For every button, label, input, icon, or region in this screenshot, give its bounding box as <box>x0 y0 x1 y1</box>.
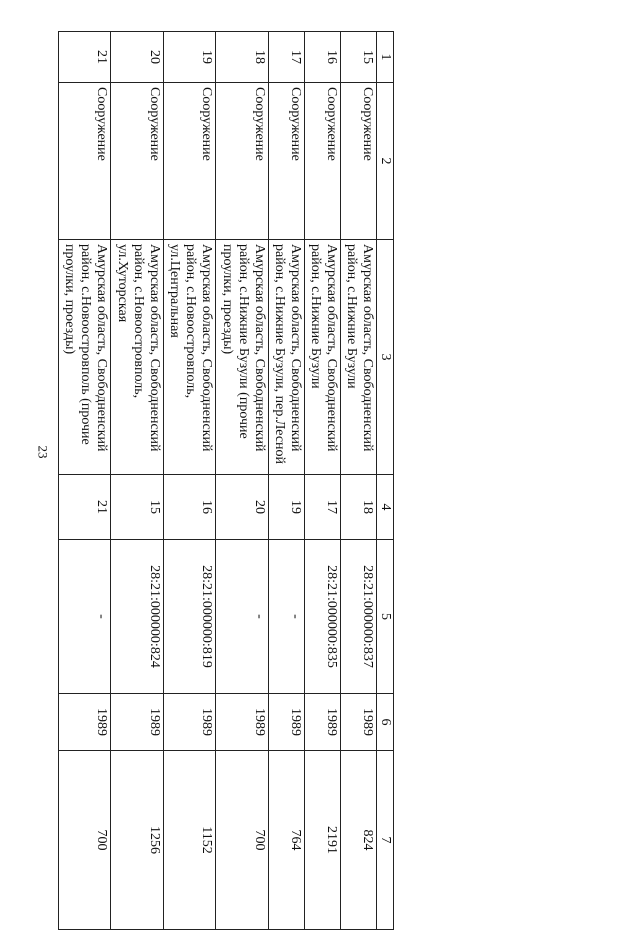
cadastral-number: 28:21:000000:837 <box>340 540 376 694</box>
cadastral-number: 28:21:000000:824 <box>111 540 163 694</box>
col-header-2: 2 <box>377 83 394 240</box>
col-header-5: 5 <box>377 540 394 694</box>
value: 764 <box>268 751 304 930</box>
year: 1989 <box>268 694 304 751</box>
object-code: 16 <box>163 475 215 540</box>
year: 1989 <box>304 694 340 751</box>
object-type: Сооружение <box>304 83 340 240</box>
object-type: Сооружение <box>163 83 215 240</box>
cadastral-number: 28:21:000000:835 <box>304 540 340 694</box>
table-row <box>304 32 340 930</box>
value: 1256 <box>111 751 163 930</box>
object-type: Сооружение <box>268 83 304 240</box>
page-number: 23 <box>35 445 51 459</box>
year: 1989 <box>111 694 163 751</box>
cadastral-number: - <box>59 540 112 694</box>
object-address: Амурская область, Свободненский район, с.Нижние Бузули <box>340 240 376 475</box>
object-type: Сооружение <box>340 83 376 240</box>
object-address: Амурская область, Свободненский район, с.Нижние Бузули <box>304 240 340 475</box>
column-number-row <box>377 32 394 930</box>
object-code: 21 <box>59 475 112 540</box>
value: 2191 <box>304 751 340 930</box>
object-code: 15 <box>111 475 163 540</box>
col-header-7: 7 <box>377 751 394 930</box>
object-address: Амурская область, Свободненский район, с.Новоостровполь (прочие проулки, проезды) <box>59 240 112 475</box>
object-type: Сооружение <box>59 83 112 240</box>
table-row <box>340 32 376 930</box>
table-row <box>59 32 112 930</box>
row-number: 15 <box>340 32 376 83</box>
cadastral-number: 28:21:000000:819 <box>163 540 215 694</box>
row-number: 20 <box>111 32 163 83</box>
object-address: Амурская область, Свободненский район, с.Нижние Бузули, пер.Лесной <box>268 240 304 475</box>
cadastral-number: - <box>268 540 304 694</box>
value: 700 <box>59 751 112 930</box>
object-type: Сооружение <box>216 83 268 240</box>
row-number: 18 <box>216 32 268 83</box>
object-address: Амурская область, Свободненский район, с.Новоостровполь, ул.Хуторская <box>111 240 163 475</box>
object-code: 18 <box>340 475 376 540</box>
object-type: Сооружение <box>111 83 163 240</box>
year: 1989 <box>340 694 376 751</box>
row-number: 17 <box>268 32 304 83</box>
col-header-6: 6 <box>377 694 394 751</box>
col-header-3: 3 <box>377 240 394 475</box>
table-row <box>268 32 304 930</box>
row-number: 19 <box>163 32 215 83</box>
row-number: 16 <box>304 32 340 83</box>
table-row <box>216 32 268 930</box>
row-number: 21 <box>59 32 112 83</box>
object-code: 20 <box>216 475 268 540</box>
table-row <box>111 32 163 930</box>
value: 824 <box>340 751 376 930</box>
objects-table <box>58 31 394 930</box>
value: 1152 <box>163 751 215 930</box>
table-row <box>163 32 215 930</box>
year: 1989 <box>59 694 112 751</box>
cadastral-number: - <box>216 540 268 694</box>
object-address: Амурская область, Свободненский район, с.Нижние Бузули (прочие проулки, проезды) <box>216 240 268 475</box>
year: 1989 <box>163 694 215 751</box>
object-code: 17 <box>304 475 340 540</box>
year: 1989 <box>216 694 268 751</box>
col-header-4: 4 <box>377 475 394 540</box>
rotated-table-container <box>58 31 394 866</box>
col-header-1: 1 <box>377 32 394 83</box>
value: 700 <box>216 751 268 930</box>
object-code: 19 <box>268 475 304 540</box>
object-address: Амурская область, Свободненский район, с.Новоостровполь, ул.Центральная <box>163 240 215 475</box>
